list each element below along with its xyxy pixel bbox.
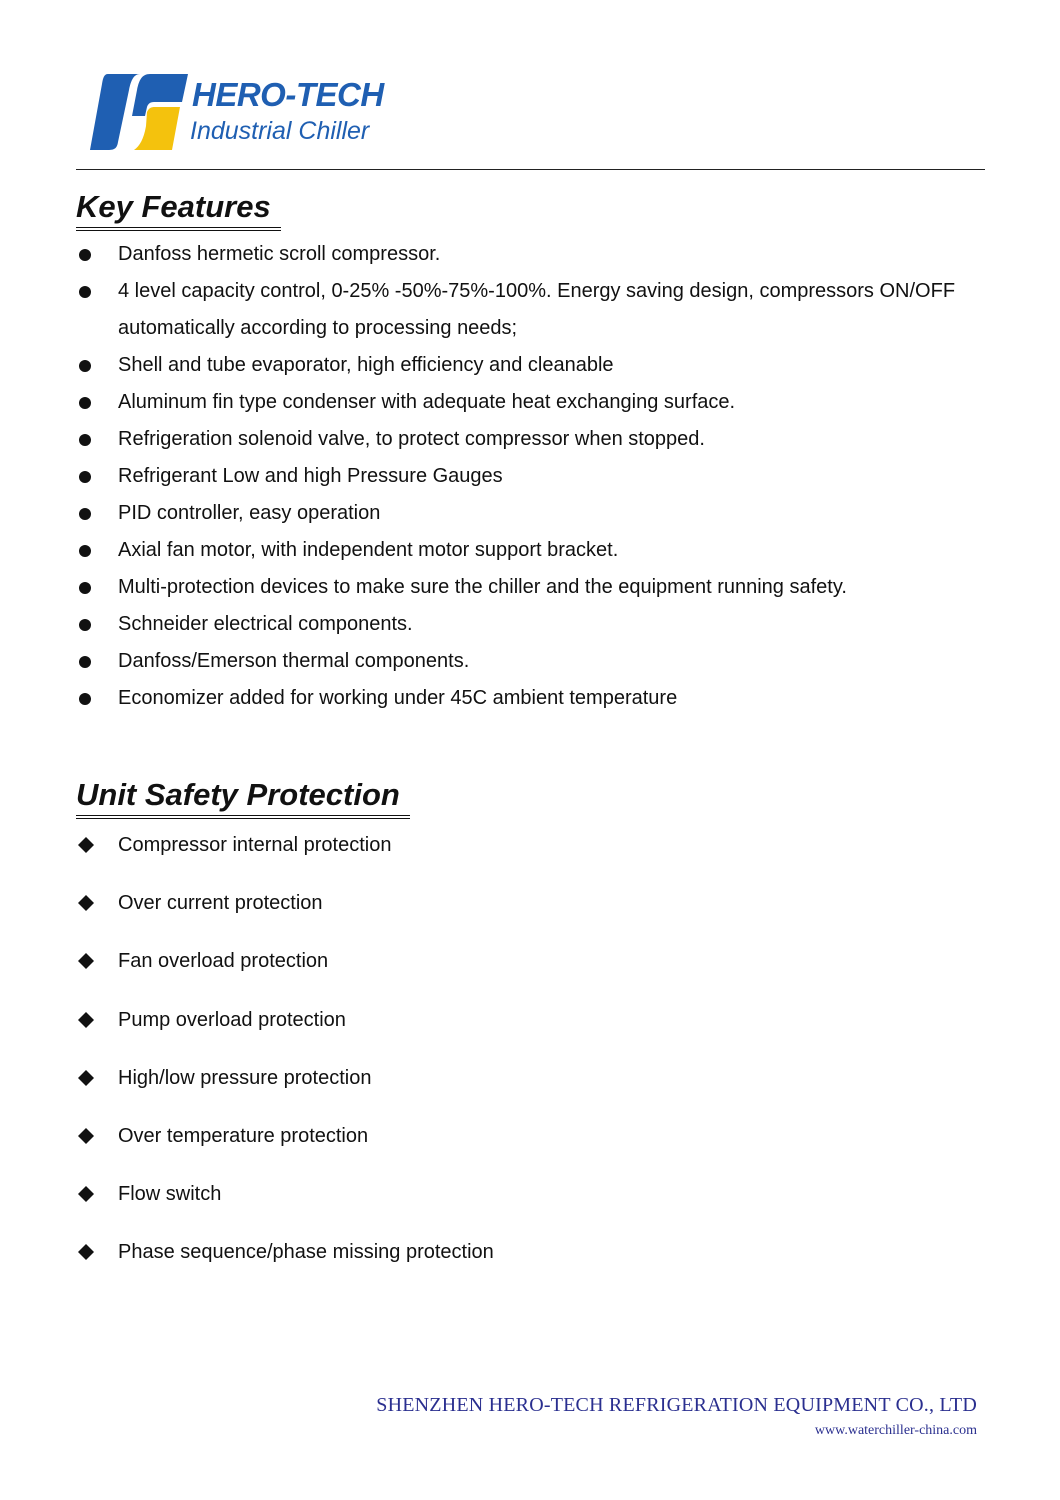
feature-text: 4 level capacity control, 0-25% -50%-75%-100%. Energy saving design, compressors ON/OFF automatically according to processing needs; xyxy=(118,280,956,339)
feature-item xyxy=(76,569,976,606)
protection-item xyxy=(76,1238,976,1266)
protection-text: Fan overload protection xyxy=(118,950,329,973)
protection-item xyxy=(76,947,976,975)
protection-text: Phase sequence/phase missing protection xyxy=(118,1241,494,1264)
bullet-dot-icon xyxy=(79,582,91,594)
header xyxy=(88,72,408,154)
protection-text: Over current protection xyxy=(118,892,323,915)
feature-item xyxy=(76,236,976,273)
feature-text: Schneider electrical components. xyxy=(118,613,413,635)
feature-item xyxy=(76,273,976,347)
bullet-dot-icon xyxy=(79,249,91,261)
key-features-list xyxy=(76,236,976,717)
feature-text: PID controller, easy operation xyxy=(118,502,381,524)
feature-text: Multi-protection devices to make sure the chiller and the equipment running safety. xyxy=(118,576,847,598)
feature-item xyxy=(76,680,976,717)
bullet-dot-icon xyxy=(79,397,91,409)
feature-text: Axial fan motor, with independent motor support bracket. xyxy=(118,539,619,561)
bullet-dot-icon xyxy=(79,545,91,557)
diamond-bullet-icon xyxy=(78,1012,94,1028)
header-divider xyxy=(76,169,985,170)
protection-item xyxy=(76,1006,976,1034)
feature-item xyxy=(76,606,976,643)
protection-item xyxy=(76,831,976,859)
protection-item xyxy=(76,889,976,917)
feature-item xyxy=(76,643,976,680)
diamond-bullet-icon xyxy=(78,1244,94,1260)
unit-safety-title: Unit Safety Protection xyxy=(76,778,410,819)
protection-item xyxy=(76,1180,976,1208)
feature-item xyxy=(76,347,976,384)
diamond-bullet-icon xyxy=(78,1128,94,1144)
feature-item xyxy=(76,421,976,458)
protection-text: Flow switch xyxy=(118,1183,222,1206)
protection-text: Compressor internal protection xyxy=(118,834,392,856)
diamond-bullet-icon xyxy=(78,953,94,969)
feature-text: Aluminum fin type condenser with adequate heat exchanging surface. xyxy=(118,391,736,413)
feature-item xyxy=(76,458,976,495)
bullet-dot-icon xyxy=(79,360,91,372)
bullet-dot-icon xyxy=(79,286,91,298)
protection-item xyxy=(76,1122,976,1150)
feature-text: Danfoss hermetic scroll compressor. xyxy=(118,243,441,265)
feature-text: Economizer added for working under 45C ambient temperature xyxy=(118,687,678,709)
brand-subtitle: Industrial Chiller xyxy=(190,117,370,145)
key-features-title: Key Features xyxy=(76,190,281,231)
bullet-dot-icon xyxy=(79,434,91,446)
footer-website-link[interactable]: www.waterchiller-china.com xyxy=(814,1423,977,1438)
feature-text: Shell and tube evaporator, high efficiency and cleanable xyxy=(118,354,614,376)
diamond-bullet-icon xyxy=(78,837,94,853)
bullet-dot-icon xyxy=(79,508,91,520)
protection-item xyxy=(76,1064,976,1092)
feature-text: Refrigeration solenoid valve, to protect compressor when stopped. xyxy=(118,428,705,450)
feature-item xyxy=(76,384,976,421)
protection-text: High/low pressure protection xyxy=(118,1066,372,1089)
protection-text: Over temperature protection xyxy=(118,1124,369,1147)
feature-item xyxy=(76,532,976,569)
diamond-bullet-icon xyxy=(78,1186,94,1202)
protection-text: Pump overload protection xyxy=(118,1008,346,1031)
diamond-bullet-icon xyxy=(78,1070,94,1086)
feature-text: Danfoss/Emerson thermal components. xyxy=(118,650,470,672)
hero-tech-logo-mark-icon xyxy=(88,72,188,152)
bullet-dot-icon xyxy=(79,656,91,668)
brand-name: HERO-TECH xyxy=(192,76,384,113)
footer-company-name: SHENZHEN HERO-TECH REFRIGERATION EQUIPMENT CO., LTD xyxy=(376,1394,977,1416)
bullet-dot-icon xyxy=(79,471,91,483)
feature-item xyxy=(76,495,976,532)
diamond-bullet-icon xyxy=(78,895,94,911)
bullet-dot-icon xyxy=(79,693,91,705)
bullet-dot-icon xyxy=(79,619,91,631)
unit-safety-list xyxy=(76,831,976,1297)
feature-text: Refrigerant Low and high Pressure Gauges xyxy=(118,465,503,487)
